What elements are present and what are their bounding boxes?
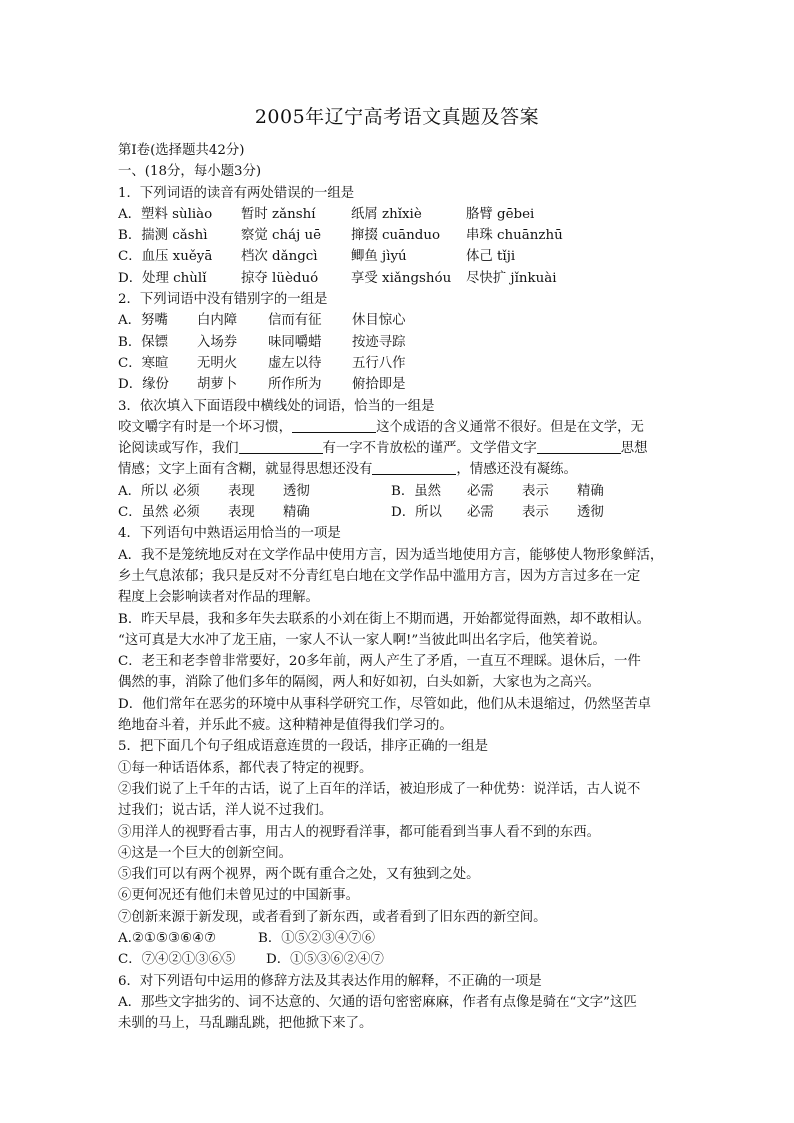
option-cell: 档次 dǎngcì [241,249,318,265]
option-cell: 无明火 [197,355,238,371]
option-cell: 鲫鱼 jìyú [351,249,407,265]
question-4-stem: 4．下列语句中熟语运用恰当的一项是 [118,526,341,542]
question-1-option-b [118,225,688,246]
option-cell: 掠夺 lüèduó [241,270,319,286]
option-cell: B．揣测 cǎshì [118,228,208,244]
passage-text: 有一字不肯放松的谨严。文学借文字 [322,441,537,457]
passage-text: 论阅读或写作，我们 [118,441,239,457]
option-cell: 纸屑 zhǐxiè [351,206,422,222]
option-cell: D．处理 chùlǐ [118,270,207,286]
question-3-passage-line [118,417,688,438]
question-5-sentence: ⑤我们可以有两个视界，两个既有重合之处，又有独到之处。 [118,867,480,883]
option-cell: 必须 [173,505,200,521]
question-4-text-line: 程度上会影响读者对作品的理解。 [118,590,319,606]
passage-text: 这个成语的含义通常不很好。但是在文学，无 [376,419,644,435]
option-cell: B．①⑤②③④⑦⑥ [258,930,375,946]
option-cell: 五行八作 [352,355,406,371]
option-cell: 虚左以待 [268,355,322,371]
option-cell: 享受 xiǎngshóu [351,270,452,286]
question-3-option-ab [118,481,688,502]
question-6-text-line: 未驯的马上，马乱蹦乱跳，把他掀下来了。 [118,1016,373,1032]
option-cell: C．寒暄 [118,355,169,371]
question-2-option-a [118,310,688,331]
question-3-option-cd [118,502,688,523]
question-1-stem: 1．下列词语的读音有两处错误的一组是 [118,185,355,201]
question-3-passage-line [118,459,688,480]
fill-blank-4 [372,460,456,475]
option-cell: D．缘份 [118,377,169,393]
option-cell: 尽快扩 jǐnkuài [466,270,557,286]
document-body [118,140,688,1034]
question-5-sentence: ④这是一个巨大的创新空间。 [118,845,293,861]
option-cell: D．所以 [391,505,442,521]
question-4-text-line: 乡土气息浓郁；我只是反对不分青红皂白地在文学作品中滥用方言，因为方言过多在一定 [118,568,641,584]
option-cell: 必需 [467,483,494,499]
option-cell: 串珠 chuānzhū [466,228,563,244]
question-1-option-a [118,204,688,225]
question-4-text-line: 偶然的事，消除了他们多年的隔阂，两人和好如初，白头如新，大家也为之高兴。 [118,675,601,691]
option-cell: 俯拾即是 [352,377,406,393]
option-cell: C．血压 xuěyā [118,249,213,265]
question-4-text-line: C．老王和老李曾非常要好，20多年前，两人产生了矛盾，一直互不理睬。退休后，一件 [118,654,641,670]
section-heading: 第Ⅰ卷(选择题共42分) [118,143,245,158]
question-1-option-c [118,246,688,267]
option-cell: C．虽然 [118,505,169,521]
question-4-text-line: B．昨天早晨，我和多年失去联系的小刘在街上不期而遇，开始都觉得面熟，却不敢相认。 [118,611,651,627]
question-5-option-ab [118,928,688,949]
question-4-text-line: 绝地奋斗着，并乐此不疲。这种精神是值得我们学习的。 [118,718,453,734]
fill-blank-1 [292,418,376,433]
option-cell: 白内障 [197,313,238,329]
option-cell: 透彻 [283,483,310,499]
option-cell: 胳臂 gēbei [466,206,535,222]
question-5-sentence: ⑥更何况还有他们未曾见过的中国新事。 [118,888,360,904]
question-1-option-d [118,268,688,289]
part-heading: 一、(18分，每小题3分) [118,164,262,180]
option-cell: 所作所为 [268,377,322,393]
option-cell: 暂时 zǎnshí [241,206,316,222]
option-cell: 透彻 [577,505,604,521]
option-cell: 察觉 cháj uē [241,228,322,244]
question-4-text-line: “这可真是大水冲了龙王庙，一家人不认一家人啊!”当彼此叫出名字后，他笑着说。 [118,632,606,648]
passage-text: ，情感还没有凝练。 [456,462,577,478]
document-title: 2005年辽宁高考语文真题及答案 [254,106,540,128]
option-cell: 入场券 [197,334,238,350]
option-cell: 精确 [577,483,604,499]
option-cell: A.②①⑤③⑥④⑦ [118,930,216,946]
question-2-option-d [118,374,688,395]
option-cell: 信而有征 [268,313,322,329]
question-6-text-line: A．那些文字拙劣的、词不达意的、欠通的语句密密麻麻，作者有点像是骑在“文字”这匹 [118,994,637,1010]
question-5-sentence: ③用洋人的视野看古事，用古人的视野看洋事，都可能看到当事人看不到的东西。 [118,824,601,840]
option-cell: 表示 [522,505,549,521]
question-4-text-line: D．他们常年在恶劣的环境中从事科学研究工作，尽管如此，他们从未退缩过，仍然坚苦卓 [118,696,651,712]
option-cell: B．保镖 [118,334,169,350]
option-cell: 按迹寻踪 [352,334,406,350]
option-cell: 味同嚼蜡 [268,334,322,350]
option-cell: 必需 [467,505,494,521]
question-3-stem: 3．依次填入下面语段中横线处的词语，恰当的一组是 [118,398,435,414]
question-4-text-line: A．我不是笼统地反对在文学作品中使用方言，因为适当地使用方言，能够使人物形象鲜活， [118,547,664,563]
passage-text: 咬文嚼字有时是一个坏习惯， [118,419,293,435]
option-cell: 体己 tǐji [466,249,516,265]
passage-text: 思想 [620,441,648,457]
question-3-passage-line [118,438,688,459]
option-cell: D．①⑤③⑥②④⑦ [266,952,384,968]
question-5-option-cd [118,949,688,970]
question-5-sentence: 过我们；说古话，洋人说不过我们。 [118,803,333,819]
option-cell: 休目惊心 [352,313,406,329]
question-2-option-b [118,332,688,353]
option-cell: 胡萝卜 [197,377,238,393]
question-5-sentence: ①每一种话语体系，都代表了特定的视野。 [118,760,373,776]
question-5-sentence: ⑦创新来源于新发现，或者看到了新东西，或者看到了旧东西的新空间。 [118,909,547,925]
option-cell: 表现 [228,505,255,521]
question-5-stem: 5．把下面几个句子组成语意连贯的一段话，排序正确的一组是 [118,739,489,755]
option-cell: 表示 [522,483,549,499]
question-5-sentence: ②我们说了上千年的古话，说了上百年的洋话，被迫形成了一种优势：说洋话，古人说不 [118,781,641,797]
question-6-stem: 6．对下列语句中运用的修辞方法及其表达作用的解释，不正确的一项是 [118,973,542,989]
option-cell: A．所以 [118,483,168,499]
option-cell: A．努嘴 [118,313,168,329]
option-cell: 表现 [228,483,255,499]
option-cell: 必须 [173,483,200,499]
option-cell: 精确 [283,505,310,521]
passage-text: 情感；文字上面有含糊，就显得思想还没有 [118,462,373,478]
fill-blank-3 [537,439,621,454]
question-2-stem: 2．下列词语中没有错别字的一组是 [118,292,328,308]
question-2-option-c [118,353,688,374]
fill-blank-2 [239,439,323,454]
option-cell: 撺掇 cuānduo [351,228,441,244]
option-cell: B．虽然 [391,483,442,499]
option-cell: C．⑦④②①③⑥⑤ [118,952,236,968]
option-cell: A．塑料 sùliào [118,206,213,222]
